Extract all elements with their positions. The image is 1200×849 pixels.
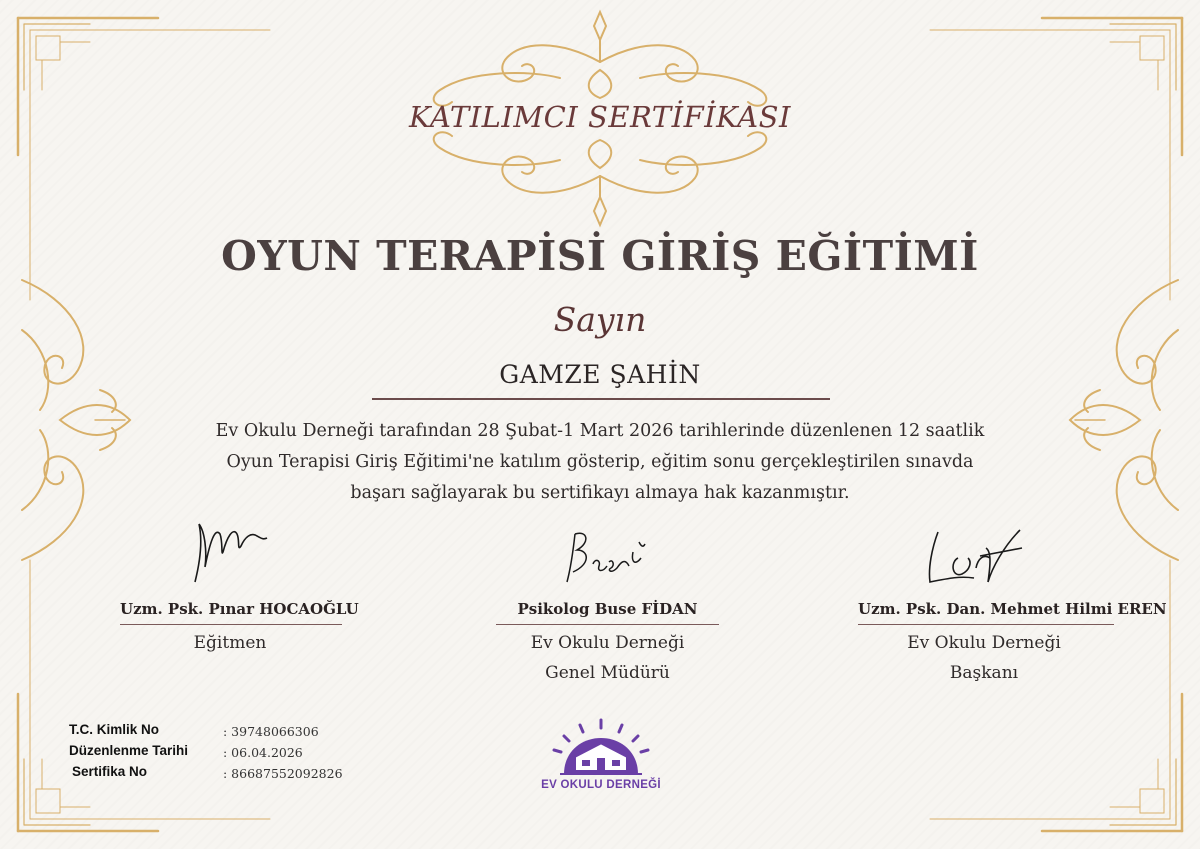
detail-value: : 39748066306	[223, 724, 319, 739]
signatory-role: Eğitmen	[193, 633, 267, 653]
body-line: Ev Okulu Derneği tarafından 28 Şubat-1 Mart 2026 tarihlerinde düzenlenen 12 saatlik	[215, 421, 985, 441]
signature-hocaoglu	[185, 512, 285, 592]
course-title: OYUN TERAPİSİ GİRİŞ EĞİTİMİ	[221, 232, 979, 280]
signatory-role: Ev Okulu Derneği	[530, 633, 685, 653]
signatory-role: Ev Okulu Derneği	[907, 633, 1061, 653]
logo-text: EV OKULU DERNEĞİ	[541, 779, 661, 791]
detail-value: : 86687552092826	[223, 766, 343, 781]
recipient-underline	[372, 398, 830, 400]
signatory-name: Psikolog Buse FİDAN	[496, 600, 719, 625]
body-line: başarı sağlayarak bu sertifikayı almaya hak kazanmıştır.	[350, 483, 850, 503]
signatory-3	[826, 600, 1167, 688]
detail-label: Düzenlenme Tarihi	[69, 743, 189, 758]
certificate-body	[150, 416, 1050, 509]
signature-fidan	[555, 522, 655, 592]
signatory-role: Genel Müdürü	[545, 663, 670, 683]
house-sunrise-icon	[536, 716, 666, 778]
signatory-name: Uzm. Psk. Dan. Mehmet Hilmi EREN	[858, 600, 1114, 625]
signatory-2	[490, 600, 725, 688]
association-logo	[536, 716, 666, 796]
signatory-name: Uzm. Psk. Pınar HOCAOĞLU	[120, 600, 342, 625]
salutation: Sayın	[553, 300, 647, 339]
body-line: Oyun Terapisi Giriş Eğitimi'ne katılım gösterip, eğitim sonu gerçekleştirilen sınavda	[226, 452, 974, 472]
signatory-role: Başkanı	[949, 663, 1019, 683]
detail-label: T.C. Kimlik No	[69, 722, 160, 737]
recipient-name: GAMZE ŞAHİN	[499, 360, 701, 389]
signature-eren	[920, 518, 1040, 590]
detail-value: : 06.04.2026	[223, 745, 303, 760]
certificate-header-title: KATILIMCI SERTİFİKASI	[409, 100, 791, 134]
detail-label: Sertifika No	[72, 764, 148, 779]
signatory-1	[100, 600, 360, 658]
